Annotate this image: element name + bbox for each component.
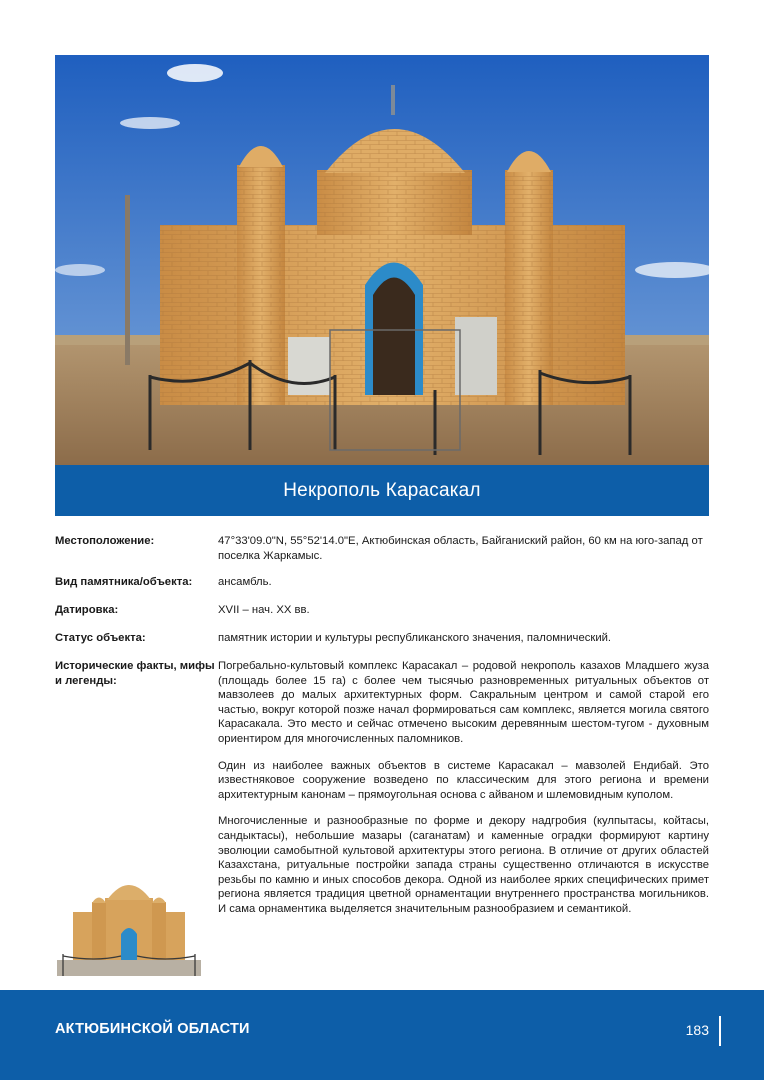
field-value: памятник истории и культуры республиканского значения, паломнический. [218, 632, 612, 644]
footer-region: АКТЮБИНСКОЙ ОБЛАСТИ [55, 1021, 250, 1037]
footer-divider [719, 1016, 721, 1046]
page-number: 183 [685, 1022, 709, 1038]
history-paragraph: Многочисленные и разнообразные по форме и декору надгробия (кулпытасы, койтасы, сандыктасы), небольшие мазары (саганатам) и каменные оградки формируют картину эволюции самобытной культовой архитектуры этого региона. В отличие от других областей Казахстана, ритуальные постройки запада страны существенно отличаются в искусстве резьбы по камню и иных способов декора. Одной из наиболее ярких специфических примет региона является традиция цветной орнаментации внутреннего пространства могильников. И сама орнаментика выделяется значительным разнообразием и семантикой. [218, 815, 709, 915]
monument-title: Некрополь Карасакал [283, 479, 481, 501]
mausoleum-photo [55, 55, 709, 465]
field-label: Статус объекта: [55, 632, 146, 644]
field-value: XVII – нач. XX вв. [218, 604, 310, 616]
history-paragraph: Погребально-культовый комплекс Карасакал – родовой некрополь казахов Младшего жуза (площадь более 15 га) с более чем тысячью разновременных ритуальных объектов от мавзолеев до малых архитектурных форм. Сакральным центром и самой старой его частью, вокруг которой позже начал формироваться сам комплекс, является могила святого Карасакала. Это место и сейчас отмечено высоким деревянным шестом-тугом - духовным ориентиром для многочисленных паломников. [218, 660, 709, 745]
field-label: Вид памятника/объекта: [55, 576, 193, 588]
footer [0, 990, 764, 1080]
mausoleum-illustration [55, 872, 203, 984]
history-text [218, 659, 709, 929]
field-value: ансамбль. [218, 576, 272, 588]
field-value: 47°33'09.0"N, 55°52'14.0"E, Актюбинская область, Байганиский район, 60 км на юго-запад от поселка Жаркамыс. [218, 535, 703, 562]
field-label: Исторические факты, мифы и легенды: [55, 660, 215, 687]
field-label: Местоположение: [55, 535, 155, 547]
monument-title-bar [55, 465, 709, 516]
field-label: Датировка: [55, 604, 119, 616]
history-paragraph: Один из наиболее важных объектов в системе Карасакал – мавзолей Ендибай. Это известняковое сооружение возведено по классическим для этого региона и времени архитектурным канонам – прямоугольная основа с айваном и шлемовидным куполом. [218, 759, 709, 801]
